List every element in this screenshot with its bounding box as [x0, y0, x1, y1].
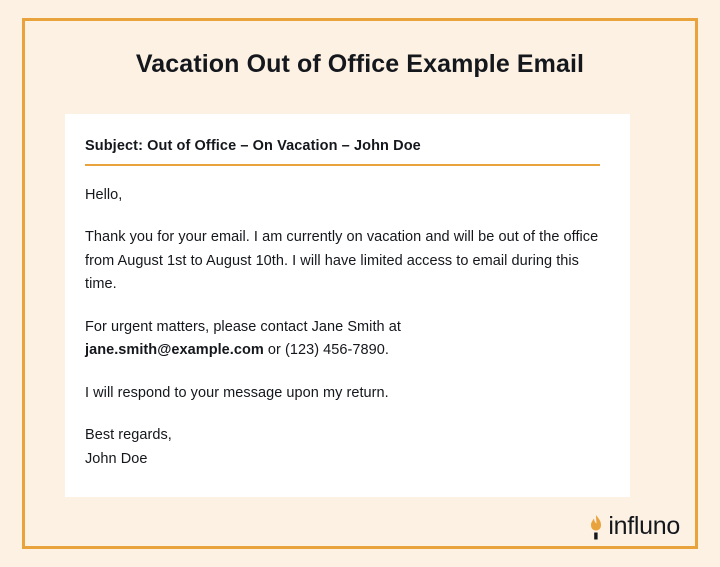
signature-closing: Best regards,	[85, 427, 172, 444]
page-title: Vacation Out of Office Example Email	[135, 50, 585, 78]
contact-email-address[interactable]: jane.smith@example.com	[85, 342, 264, 359]
influno-flame-icon	[588, 514, 604, 540]
email-contact-paragraph	[85, 316, 600, 363]
email-subject-line: Subject: Out of Office – On Vacation – John Doe	[85, 138, 600, 166]
email-greeting: Hello,	[85, 187, 123, 203]
email-preview-panel	[65, 114, 630, 497]
signature-sender: John Doe	[85, 450, 148, 467]
brand-name-text: influno	[608, 512, 680, 540]
brand-logo	[588, 512, 680, 541]
contact-intro-text: For urgent matters, please contact Jane Smith at	[85, 318, 401, 335]
email-body-paragraph-2: I will respond to your message upon my return.	[85, 384, 389, 401]
contact-phone-text: or (123) 456-7890.	[263, 342, 389, 359]
email-body-paragraph-1: Thank you for your email. I am currently on vacation and will be out of the office from August 1st to August 10th. I will have limited access to email during this time.	[85, 229, 599, 293]
email-signature	[85, 424, 600, 471]
